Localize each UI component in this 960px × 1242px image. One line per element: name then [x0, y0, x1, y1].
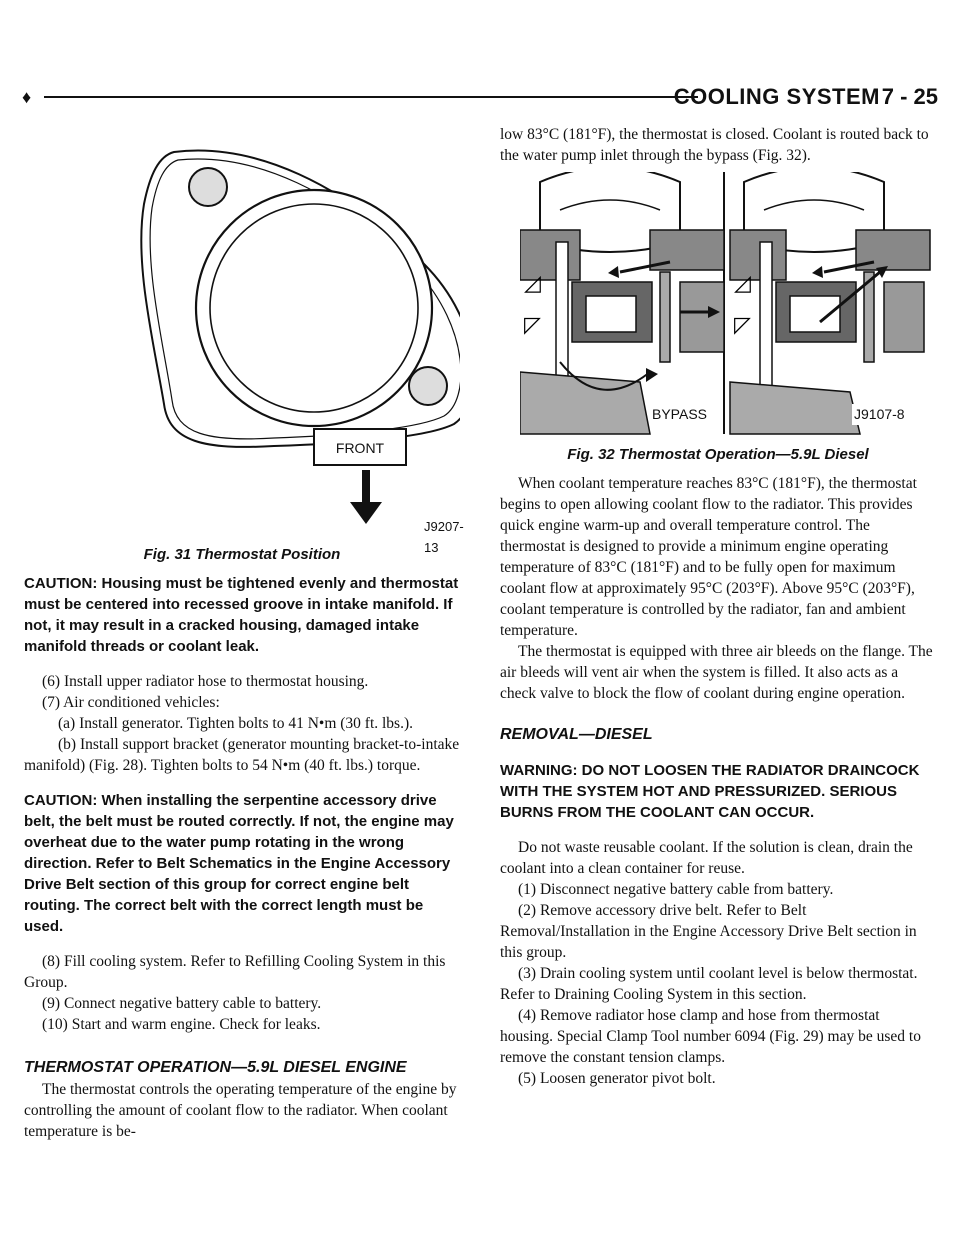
page-number: 7 - 25 [881, 84, 938, 109]
paragraph-opening-temperature: When coolant temperature reaches 83°C (181°F), the thermostat begins to open allowing coolant flow to the radiator. This provides quick engine warm-up and overall temperature control. The thermostat is designed to provide a minimum engine operating temperature of 83°C (181°F) and to be fully open for maximum coolant flow at approximately 95°C (203°F). Above 95°C (203°F), coolant temperature is controlled by the radiator, fan and ambient temperature. [500, 475, 917, 639]
left-column [24, 124, 464, 1142]
removal-step-1: (1) Disconnect negative battery cable from battery. [518, 881, 834, 898]
step-8: (8) Fill cooling system. Refer to Refilling Cooling System in this Group. [24, 953, 446, 991]
removal-step-4: (4) Remove radiator hose clamp and hose from thermostat housing. Special Clamp Tool number 6094 (Fig. 29) may be used to remove the constant tension clamps. [500, 1007, 921, 1066]
svg-text:◿: ◿ [524, 270, 541, 295]
figure-32 [500, 172, 924, 438]
operation-paragraph: The thermostat controls the operating temperature of the engine by controlling the amount of coolant flow to the radiator. When coolant temperature is be- [24, 1081, 457, 1140]
removal-step-2: (2) Remove accessory drive belt. Refer to Belt Removal/Installation in the Engine Accessory Drive Belt section in this group. [500, 902, 917, 961]
bypass-label: BYPASS [650, 404, 709, 425]
removal-step-3: (3) Drain cooling system until coolant level is below thermostat. Refer to Draining Cooling System in this section. [500, 965, 918, 1003]
step-9: (9) Connect negative battery cable to battery. [42, 995, 322, 1012]
svg-text:◸: ◸ [524, 312, 541, 337]
paragraph-air-bleeds: The thermostat is equipped with three air bleeds on the flange. The air bleeds will vent air when the system is filled. It also acts as a check valve to block the flow of coolant during engine operation. [500, 643, 933, 702]
step-10: (10) Start and warm engine. Check for leaks. [42, 1016, 321, 1033]
thermostat-operation-illustration [520, 172, 944, 438]
removal-step-5: (5) Loosen generator pivot bolt. [518, 1070, 716, 1087]
step-7: (7) Air conditioned vehicles: [42, 694, 220, 711]
figure-32-caption: Fig. 32 Thermostat Operation—5.9L Diesel [567, 446, 869, 463]
thermostat-gasket-illustration [24, 124, 460, 524]
caution-serpentine-belt: CAUTION: When installing the serpentine accessory drive belt, the belt must be routed correctly. If not, the engine may overheat due to the water pump rotating in the wrong direction. Refer to Belt Schematics in the Engine Accessory Drive Belt section of this group for correct engine belt routing. The correct belt with the correct length must be used. [24, 792, 454, 935]
continuation-paragraph: low 83°C (181°F), the thermostat is closed. Coolant is routed back to the water pump inlet through the bypass (Fig. 32). [500, 126, 929, 164]
paragraph-reusable-coolant: Do not waste reusable coolant. If the solution is clean, drain the coolant into a clean container for reuse. [500, 839, 913, 877]
figure-32-code: J9107-8 [852, 404, 907, 425]
bullet-diamond-icon: ♦ [22, 87, 32, 107]
step-7a: (a) Install generator. Tighten bolts to 41 N•m (30 ft. lbs.). [58, 715, 414, 732]
warning-radiator-draincock: WARNING: DO NOT LOOSEN THE RADIATOR DRAINCOCK WITH THE SYSTEM HOT AND PRESSURIZED. SERIOUS BURNS FROM THE COOLANT CAN OCCUR. [500, 762, 920, 821]
section-title: COOLING SYSTEM [673, 84, 880, 109]
svg-text:◸: ◸ [734, 312, 751, 337]
figure-31-code: J9207-13 [424, 519, 464, 555]
step-7b: (b) Install support bracket (generator mounting bracket-to-intake manifold) (Fig. 28). Tighten bolts to 54 N•m (40 ft. lbs.) torque. [24, 736, 460, 774]
caution-housing: CAUTION: Housing must be tightened evenly and thermostat must be centered into recessed groove in intake manifold. If not, it may result in a cracked housing, damaged intake manifold threads or coolant leak. [24, 575, 459, 655]
section-heading-thermostat-operation: THERMOSTAT OPERATION—5.9L DIESEL ENGINE [24, 1059, 407, 1076]
front-label: FRONT [335, 440, 385, 456]
step-6: (6) Install upper radiator hose to thermostat housing. [42, 673, 369, 690]
section-heading-removal-diesel: REMOVAL—DIESEL [500, 726, 653, 743]
figure-31-caption: Fig. 31 Thermostat Position [143, 546, 341, 563]
svg-text:◿: ◿ [734, 270, 751, 295]
right-column [500, 82, 936, 1089]
